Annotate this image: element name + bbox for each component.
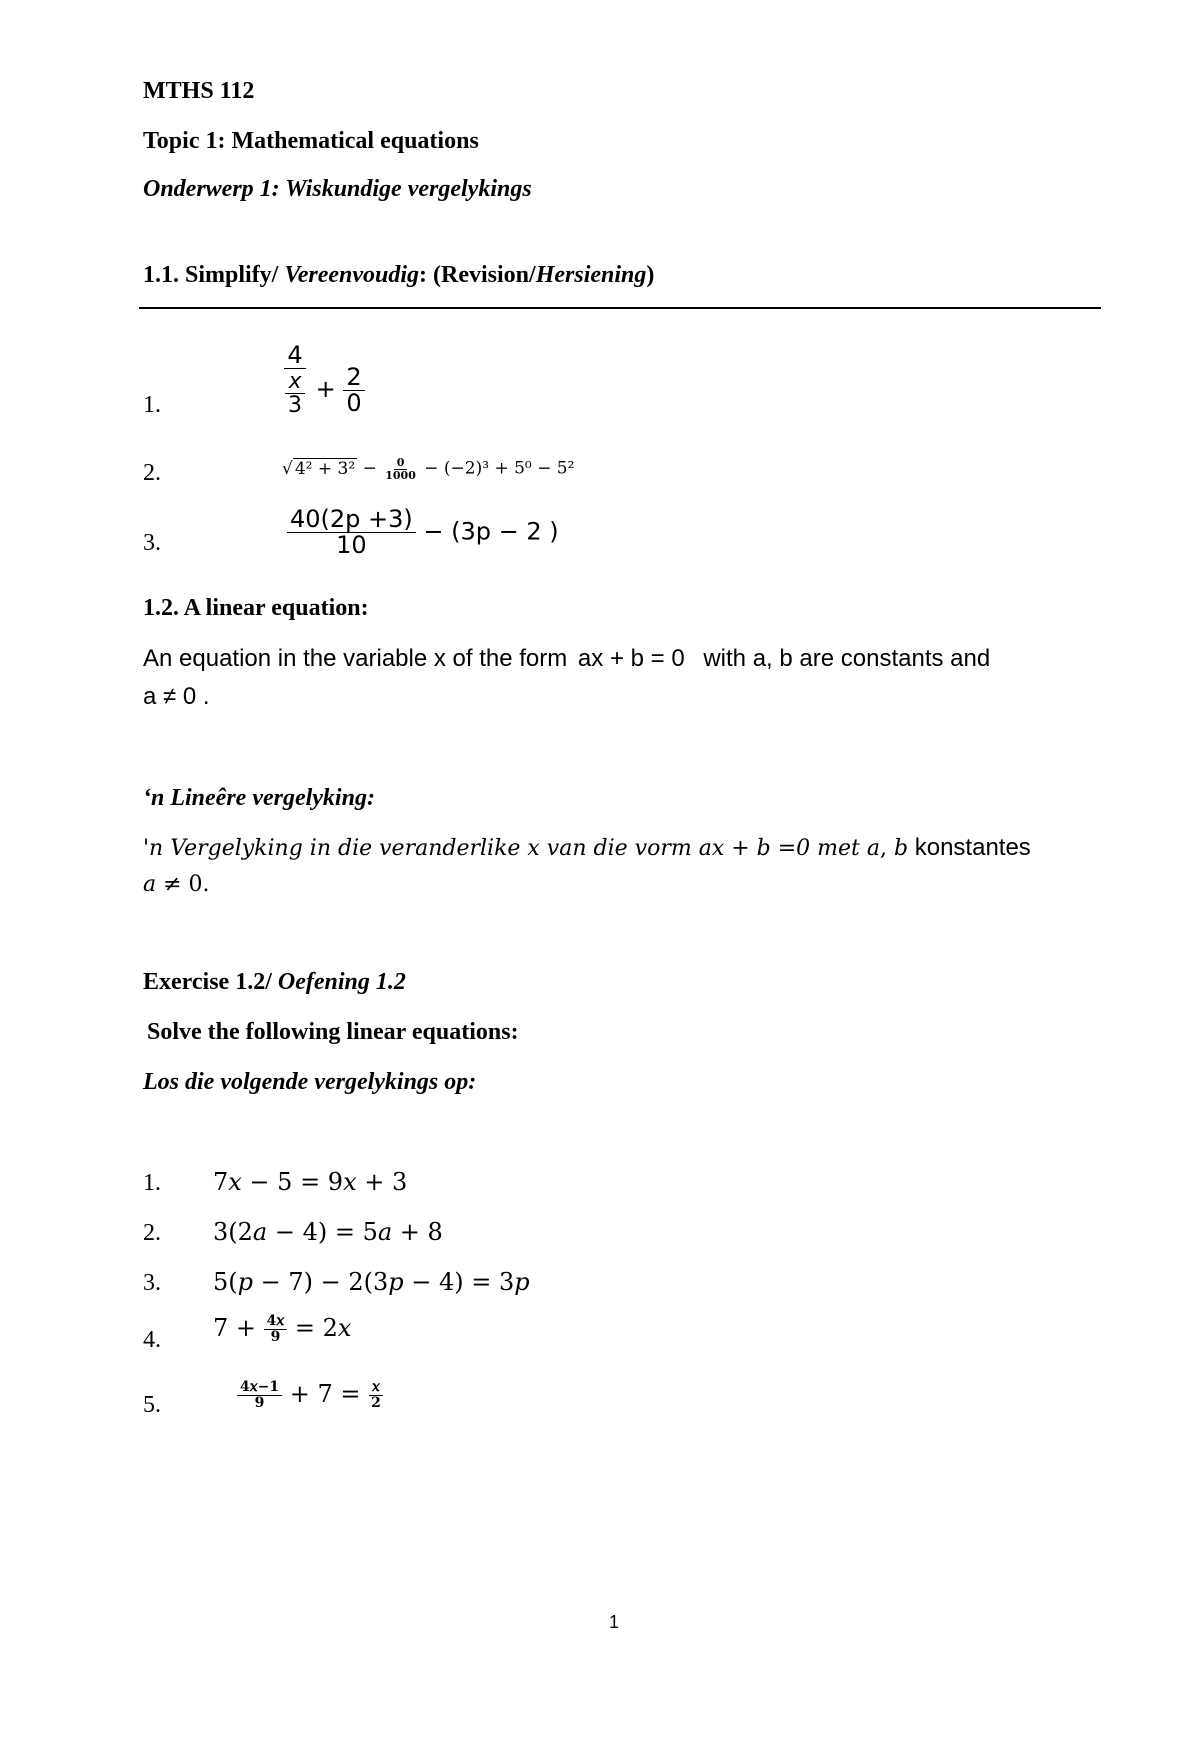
- equation-3-number: 3.: [143, 1270, 161, 1296]
- expr1-denominator-2: 0: [346, 388, 362, 417]
- page-number: 1: [609, 1612, 620, 1632]
- solve-instruction-en: Solve the following linear equations:: [147, 1019, 519, 1045]
- af-definition-equation: 𝑎𝑥 + 𝑏: [698, 836, 778, 861]
- linear-equation-definition-line-2: a ≠ 0 .: [143, 683, 210, 710]
- af-definition-constants: 𝑎, 𝑏: [866, 836, 909, 861]
- expr1-numerator-2: 2: [343, 365, 364, 391]
- expr2-radicand: 4² + 3²: [294, 458, 356, 479]
- equation-2-number: 2.: [143, 1220, 161, 1246]
- eq4-left: 7 +: [213, 1314, 264, 1342]
- eq5-fraction2-numerator: 𝑥: [369, 1380, 383, 1396]
- expr2-rest: − (−2)³ + 5⁰ − 5²: [424, 458, 575, 479]
- lineere-vergelyking-heading: ‘n Lineêre vergelyking:: [143, 785, 375, 811]
- course-code: MTHS 112: [143, 78, 255, 104]
- expr1-plus: +: [315, 375, 336, 404]
- lineere-definition-line-2: 𝑎 ≠ 0.: [143, 872, 210, 897]
- linear-equation-definition-line-1: [143, 645, 990, 673]
- simplify-item-2-number: 2.: [143, 460, 161, 486]
- close-paren: ): [646, 262, 655, 288]
- section-number: 1.1.: [143, 262, 179, 288]
- eq5-middle: + 7 =: [289, 1380, 369, 1408]
- expr2-fraction-denominator: 1000: [385, 468, 416, 482]
- section-1-1-heading: [143, 262, 654, 289]
- eq4-fraction-numerator: 4𝑥: [264, 1314, 288, 1330]
- equation-3: 5(𝑝 − 7) − 2(3𝑝 − 4) = 3𝑝: [213, 1268, 530, 1296]
- equation-5-number: 5.: [143, 1392, 161, 1418]
- af-definition-konstantes: konstantes: [908, 834, 1031, 861]
- exercise-title-af: Oefening 1.2: [277, 969, 406, 995]
- expr2-fraction-numerator: 0: [394, 457, 408, 470]
- square-root-icon: √: [282, 458, 293, 479]
- revision-label: : (Revision/: [419, 262, 536, 288]
- equation-1: 7𝑥 − 5 = 9𝑥 + 3: [213, 1168, 408, 1196]
- section-divider: [139, 307, 1101, 309]
- definition-constants: a, b: [752, 645, 793, 672]
- eq5-fraction-denominator: 9: [254, 1395, 265, 1411]
- definition-with: with: [703, 645, 753, 672]
- simplify-item-1-number: 1.: [143, 392, 161, 418]
- solve-instruction-af: Los die volgende vergelykings op:: [143, 1069, 477, 1095]
- exercise-title-en: Exercise 1.2/: [143, 969, 278, 995]
- eq4-right: = 2𝑥: [294, 1314, 352, 1342]
- definition-text-end: are constants and: [792, 645, 991, 672]
- simplify-item-3-number: 3.: [143, 530, 161, 556]
- lineere-definition-line-1: [143, 834, 1031, 862]
- vereenvoudig-label: Vereenvoudig: [284, 262, 420, 288]
- equation-1-number: 1.: [143, 1170, 161, 1196]
- topic-title-en: Topic 1: Mathematical equations: [143, 128, 479, 154]
- equation-4: [213, 1314, 351, 1345]
- linear-equation-heading: 1.2. A linear equation:: [143, 595, 369, 621]
- expr1-inner-numerator: x: [285, 370, 304, 394]
- af-definition-text: 'n Vergelyking in die veranderlike x van die vorm: [143, 836, 699, 861]
- simplify-expression-1: [282, 343, 365, 417]
- expr3-denominator: 10: [336, 531, 367, 560]
- eq4-fraction-denominator: 9: [270, 1329, 281, 1345]
- eq5-fraction2-denominator: 2: [371, 1395, 381, 1411]
- af-definition-met: =0 met: [777, 836, 867, 861]
- expr1-big-numerator: 4: [284, 343, 305, 369]
- equation-2: 3(2𝑎 − 4) = 5𝑎 + 8: [213, 1218, 443, 1246]
- expr3-rest: − (3p − 2 ): [423, 517, 559, 546]
- simplify-expression-2: [282, 457, 574, 481]
- hersiening-label: Hersiening: [535, 262, 647, 288]
- definition-equation: ax + b = 0: [577, 645, 685, 672]
- expr2-minus: −: [362, 458, 377, 479]
- eq5-fraction-numerator: 4𝑥−1: [237, 1380, 282, 1396]
- equation-5: [237, 1380, 384, 1411]
- simplify-expression-3: [287, 507, 559, 558]
- definition-text: An equation in the variable x of the form: [143, 645, 574, 672]
- equation-4-number: 4.: [143, 1327, 161, 1353]
- expr1-inner-denominator: 3: [288, 393, 302, 419]
- exercise-title: [143, 969, 406, 996]
- simplify-label: Simplify/: [185, 262, 279, 288]
- topic-title-af: Onderwerp 1: Wiskundige vergelykings: [143, 176, 532, 202]
- expr3-numerator: 40(2p +3): [287, 507, 416, 533]
